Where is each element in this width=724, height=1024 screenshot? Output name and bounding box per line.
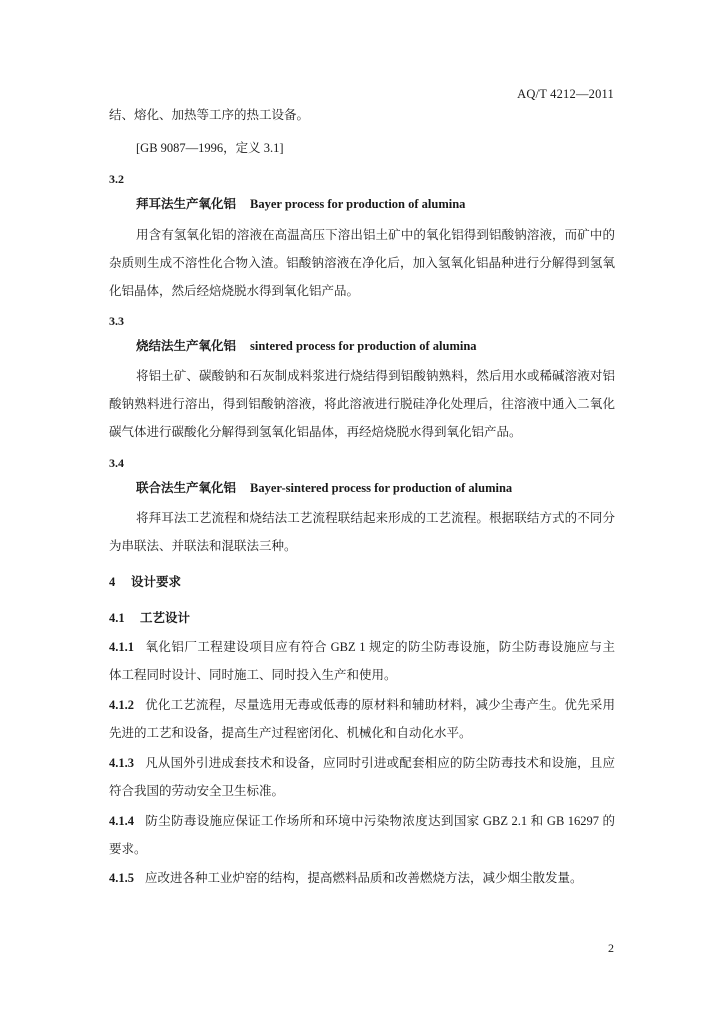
clause-4-1-4 — [109, 813, 615, 829]
clause-text: 防尘防毒设施应保证工作场所和环境中污染物浓度达到国家 GBZ 2.1 和 GB 16297 的 — [145, 814, 615, 828]
clause-number: 4.1.2 — [109, 698, 134, 712]
section-heading-4-1 — [109, 610, 615, 626]
clause-text: 氧化铝厂工程建设项目应有符合 GBZ 1 规定的防尘防毒设施，防尘防毒设施应与主 — [145, 640, 615, 654]
term-cn: 联合法生产氧化铝 — [136, 481, 237, 495]
clause-text: 应改进各种工业炉窑的结构，提高燃料品质和改善燃烧方法，减少烟尘散发量。 — [145, 871, 583, 885]
clause-number: 4.1.4 — [109, 814, 134, 828]
paragraph-line: 杂质则生成不溶性化合物入渣。铝酸钠溶液在净化后，加入氢氧化铝晶种进行分解得到氢氧 — [109, 256, 615, 270]
paragraph-line: 碳气体进行碳酸化分解得到氢氧化铝晶体，再经焙烧脱水得到氧化铝产品。 — [109, 425, 522, 439]
clause-number: 4.1.3 — [109, 756, 134, 770]
term-3-3 — [136, 338, 615, 354]
paragraph-line: 要求。 — [109, 842, 147, 856]
clause-text: 优化工艺流程，尽量选用无毒或低毒的原材料和辅助材料，减少尘毒产生。优先采用 — [145, 698, 615, 712]
term-en: Bayer-sintered process for production of alumina — [250, 481, 513, 495]
paragraph-line: 结、熔化、加热等工序的热工设备。 — [109, 108, 310, 122]
paragraph-line: 酸钠熟料进行溶出，得到铝酸钠溶液，将此溶液进行脱硅净化处理后，往溶液中通入二氧化 — [109, 397, 615, 411]
paragraph-line: 体工程同时设计、同时施工、同时投入生产和使用。 — [109, 668, 397, 682]
section-number: 4 — [109, 575, 116, 589]
section-number: 4.1 — [109, 611, 125, 625]
term-3-2 — [136, 196, 615, 212]
paragraph-line: 符合我国的劳动安全卫生标准。 — [109, 784, 285, 798]
section-number-3-2: 3.2 — [109, 172, 124, 186]
term-cn: 拜耳法生产氧化铝 — [136, 197, 237, 211]
clause-number: 4.1.5 — [109, 871, 134, 885]
section-number-3-3: 3.3 — [109, 314, 124, 328]
section-heading-4 — [109, 574, 615, 590]
section-title: 工艺设计 — [140, 611, 191, 625]
term-en: sintered process for production of alumina — [250, 339, 477, 353]
reference-line: [GB 9087—1996，定义 3.1] — [136, 141, 284, 155]
page-number: 2 — [608, 941, 614, 955]
clause-4-1-3 — [109, 755, 615, 771]
clause-number: 4.1.1 — [109, 640, 134, 654]
paragraph-line: 为串联法、并联法和混联法三种。 — [109, 539, 297, 553]
paragraph-line: 化铝晶体，然后经焙烧脱水得到氧化铝产品。 — [109, 284, 360, 298]
clause-4-1-1 — [109, 639, 615, 655]
term-cn: 烧结法生产氧化铝 — [136, 339, 237, 353]
clause-4-1-2 — [109, 697, 615, 713]
section-number-3-4: 3.4 — [109, 456, 124, 470]
clause-text: 凡从国外引进成套技术和设备，应同时引进或配套相应的防尘防毒技术和设施，且应 — [145, 756, 615, 770]
section-title: 设计要求 — [131, 575, 182, 589]
paragraph-line: 先进的工艺和设备，提高生产过程密闭化、机械化和自动化水平。 — [109, 726, 472, 740]
paragraph-line: 将铝土矿、碳酸钠和石灰制成料浆进行烧结得到铝酸钠熟料，然后用水或稀碱溶液对铝 — [136, 369, 615, 383]
paragraph-line: 将拜耳法工艺流程和烧结法工艺流程联结起来形成的工艺流程。根据联结方式的不同分 — [136, 511, 615, 525]
term-3-4 — [136, 480, 615, 496]
standard-number-header: AQ/T 4212—2011 — [517, 87, 614, 101]
paragraph-line: 用含有氢氧化铝的溶液在高温高压下溶出铝土矿中的氧化铝得到铝酸钠溶液，而矿中的 — [136, 228, 615, 242]
term-en: Bayer process for production of alumina — [250, 197, 466, 211]
clause-4-1-5 — [109, 870, 615, 886]
